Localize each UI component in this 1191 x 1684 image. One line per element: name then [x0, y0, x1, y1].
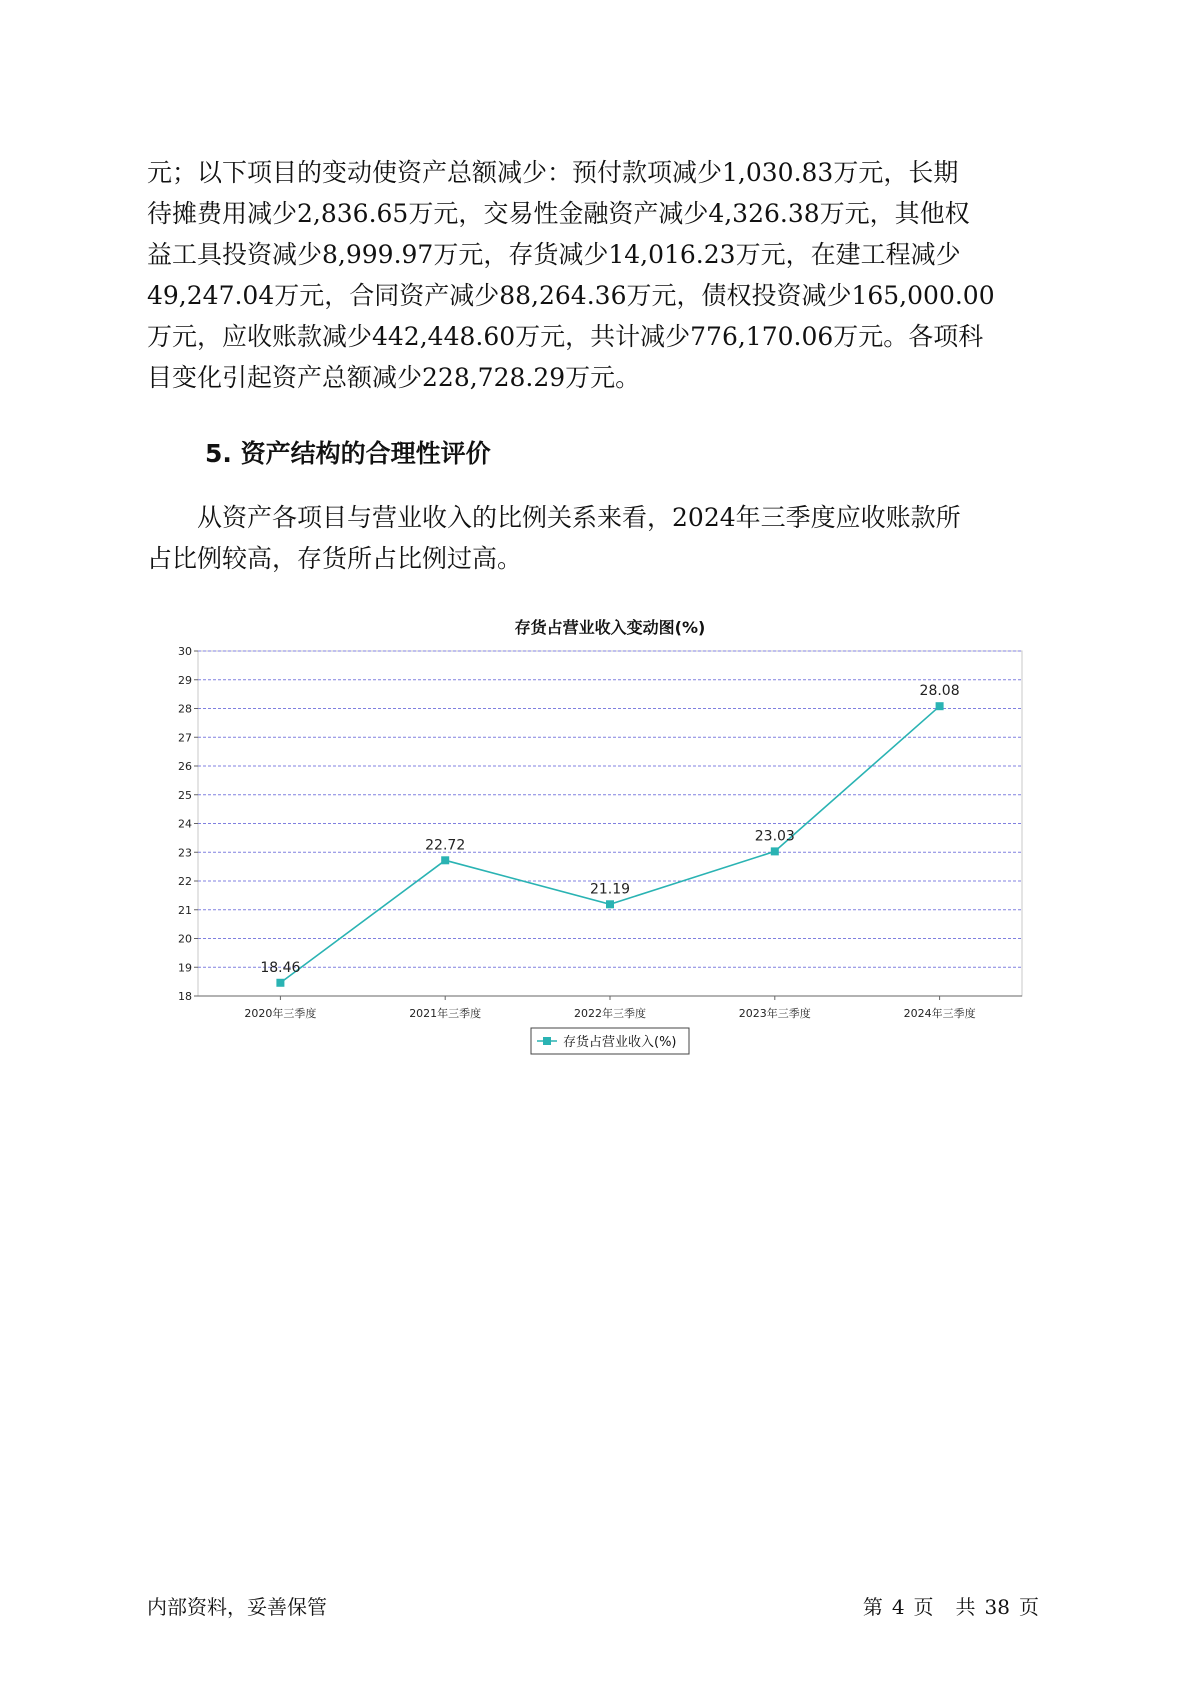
- y-tick-label: 21: [178, 903, 192, 917]
- data-point: [606, 900, 614, 908]
- text-line: 从资产各项目与营业收入的比例关系来看，2024年三季度应收账款所: [147, 503, 961, 532]
- total-pages: 38: [984, 1595, 1010, 1619]
- y-tick-label: 23: [178, 846, 192, 860]
- total-unit: 页: [1019, 1595, 1039, 1619]
- text-line: 益工具投资减少8,999.97万元，存货减少14,016.23万元，在建工程减少: [147, 240, 961, 269]
- x-tick-label: 2023年三季度: [738, 1007, 811, 1020]
- legend-label: 存货占营业收入(%): [563, 1035, 677, 1050]
- data-label: 21.19: [589, 881, 631, 898]
- x-tick-label: 2021年三季度: [409, 1007, 482, 1020]
- inventory-revenue-chart: [150, 600, 1040, 1070]
- data-point: [276, 979, 284, 987]
- page-unit: 页: [913, 1595, 934, 1619]
- footer-confidential-note: 内部资料，妥善保管: [147, 1595, 327, 1619]
- y-tick-label: 19: [178, 961, 192, 975]
- text-line: 49,247.04万元，合同资产减少88,264.36万元，债权投资减少165,000.00: [147, 281, 995, 310]
- data-label: 22.72: [425, 837, 466, 854]
- chart-title: 存货占营业收入变动图(%): [514, 618, 706, 637]
- y-tick-label: 24: [178, 817, 192, 831]
- paragraph-asset-structure: [147, 497, 1047, 579]
- x-tick-label: 2022年三季度: [574, 1007, 646, 1020]
- chart-canvas: [150, 600, 1040, 1070]
- text-line: 待摊费用减少2,836.65万元，交易性金融资产减少4,326.38万元，其他权: [147, 199, 970, 228]
- data-label: 18.46: [260, 959, 301, 976]
- text-line: 万元，应收账款减少442,448.60万元，共计减少776,170.06万元。各项科: [147, 322, 984, 351]
- x-tick-label: 2020年三季度: [244, 1007, 317, 1020]
- y-tick-label: 28: [178, 702, 192, 716]
- text-line: 占比例较高，存货所占比例过高。: [147, 544, 523, 573]
- data-label: 28.08: [919, 683, 960, 700]
- text-line: 目变化引起资产总额减少228,728.29万元。: [147, 363, 641, 392]
- data-point: [936, 702, 944, 710]
- total-prefix: 共: [955, 1595, 976, 1619]
- y-tick-label: 29: [178, 673, 192, 687]
- data-label: 23.03: [754, 828, 795, 845]
- footer-page-info: [863, 1593, 1039, 1621]
- y-tick-label: 25: [178, 788, 192, 802]
- y-tick-label: 20: [178, 932, 192, 946]
- y-tick-label: 18: [178, 990, 192, 1003]
- legend-marker: [543, 1037, 551, 1045]
- data-point: [441, 856, 449, 864]
- y-tick-label: 26: [178, 760, 192, 773]
- y-tick-label: 27: [178, 731, 192, 745]
- page-prefix: 第: [862, 1595, 883, 1619]
- paragraph-asset-decrease: [147, 152, 1047, 398]
- text-line: 元；以下项目的变动使资产总额减少：预付款项减少1,030.83万元，长期: [147, 158, 959, 187]
- page-number: 4: [891, 1595, 905, 1619]
- section-heading: 5. 资产结构的合理性评价: [205, 439, 491, 468]
- y-tick-label: 30: [178, 645, 192, 658]
- data-point: [771, 847, 779, 855]
- x-tick-label: 2024年三季度: [903, 1007, 976, 1020]
- y-tick-label: 22: [178, 875, 192, 888]
